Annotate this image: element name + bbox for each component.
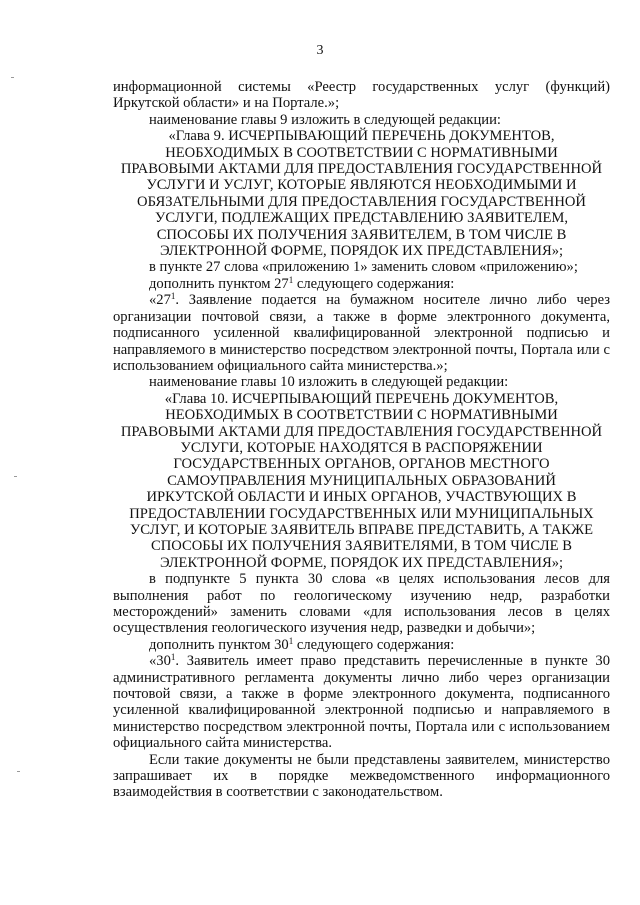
heading-line: ЭЛЕКТРОННОЙ ФОРМЕ, ПОРЯДОК ИХ ПРЕДСТАВЛЕНИЯ»; [159,243,564,260]
text-after: следующего содержания: [293,636,455,653]
paragraph-item-27-1-text [113,292,610,374]
heading-line: УСЛУГ, И КОТОРЫЕ ЗАЯВИТЕЛЬ ВПРАВЕ ПРЕДСТАВИТЬ, А ТАКЖЕ [129,521,594,538]
heading-line: УСЛУГИ И УСЛУГ, КОТОРЫЕ ЯВЛЯЮТСЯ НЕОБХОДИМЫМИ И [146,177,577,194]
superscript: 1 [170,652,176,663]
chapter-10-heading [113,391,610,571]
scan-speck [11,77,14,78]
heading-line: ПРАВОВЫМИ АКТАМИ ДЛЯ ПРЕДОСТАВЛЕНИЯ ГОСУДАРСТВЕННОЙ [120,161,603,178]
heading-line: «Глава 10. ИСЧЕРПЫВАЮЩИЙ ПЕРЕЧЕНЬ ДОКУМЕНТОВ, [164,390,559,407]
text-after: . Заявление подается на бумажном носителе лично либо через организации почтовой связи, а также в форме электронного документа, подписанного усиленной квалифицированной электронной подписью и направляемого в министерство посредством электронной почты, Портала или с использованием официального сайта министерства.»; [113,292,610,374]
heading-line: ИРКУТСКОЙ ОБЛАСТИ И ИНЫХ ОРГАНОВ, УЧАСТВУЮЩИХ В [146,489,577,506]
heading-line: СПОСОБЫ ИХ ПОЛУЧЕНИЯ ЗАЯВИТЕЛЯМИ, В ТОМ ЧИСЛЕ В [151,538,572,555]
paragraph-item-30-1-text [113,653,610,751]
text-before: «27 [149,292,171,309]
paragraph-add-item-27-1 [113,276,610,292]
text-after: . Заявитель имеет право представить перечисленные в пункте 30 административного регламента документы лично либо через организации почтовой связи, а также в форме электронного документа, подписанного усиленной квалифицированной электронной подписью и направляемого в министерство посредством электронной почты, Портала или с использованием официального сайта министерства. [113,653,610,752]
heading-line: ПРАВОВЫМИ АКТАМИ ДЛЯ ПРЕДОСТАВЛЕНИЯ ГОСУДАРСТВЕННОЙ [120,423,603,440]
text-before: дополнить пунктом 30 [149,636,289,653]
superscript: 1 [170,291,176,302]
heading-line: САМОУПРАВЛЕНИЯ МУНИЦИПАЛЬНЫХ ОБРАЗОВАНИЙ [167,472,556,489]
heading-line: «Глава 9. ИСЧЕРПЫВАЮЩИЙ ПЕРЕЧЕНЬ ДОКУМЕНТОВ, [168,128,555,145]
chapter-9-heading [113,128,610,259]
heading-line: НЕОБХОДИМЫХ В СООТВЕТСТВИИ С НОРМАТИВНЫМИ [165,144,558,161]
heading-line: ЭЛЕКТРОННОЙ ФОРМЕ, ПОРЯДОК ИХ ПРЕДСТАВЛЕНИЯ»; [159,554,564,571]
text-after: следующего содержания: [293,275,455,292]
scan-speck [14,476,17,477]
heading-line: СПОСОБЫ ИХ ПОЛУЧЕНИЯ ЗАЯВИТЕЛЕМ, В ТОМ ЧИСЛЕ В [156,226,567,243]
heading-line: ОБЯЗАТЕЛЬНЫМИ ДЛЯ ПРЕДОСТАВЛЕНИЯ ГОСУДАРСТВЕННОЙ [137,193,586,210]
scan-speck [17,771,20,772]
paragraph-item-27-amend: в пункте 27 слова «приложению 1» заменить словом «приложению»; [149,259,578,276]
heading-line: УСЛУГИ, ПОДЛЕЖАЩИХ ПРЕДСТАВЛЕНИЮ ЗАЯВИТЕЛЕМ, [154,210,569,227]
heading-line: ГОСУДАРСТВЕННЫХ ОРГАНОВ, ОРГАНОВ МЕСТНОГО [173,456,550,473]
text-before: «30 [149,653,171,670]
heading-line: ПРЕДОСТАВЛЕНИИ ГОСУДАРСТВЕННЫХ ИЛИ МУНИЦИПАЛЬНЫХ [129,505,594,522]
document-body [113,79,610,801]
paragraph-item-30-amend: в подпункте 5 пункта 30 слова «в целях использования лесов для выполнения работ по геологическому изучению недр, разработки месторождений» заменить словами «для использования лесов в целях осуществления геологического изучения недр, разведки и добычи»; [113,571,610,637]
superscript: 1 [288,635,294,646]
paragraph-add-item-30-1 [113,637,610,653]
text-before: дополнить пунктом 27 [149,275,289,292]
paragraph-chapter-9-intro: наименование главы 9 изложить в следующей редакции: [149,111,501,128]
heading-line: НЕОБХОДИМЫХ В СООТВЕТСТВИИ С НОРМАТИВНЫМИ [165,407,558,424]
superscript: 1 [288,274,294,285]
paragraph-chapter-10-intro: наименование главы 10 изложить в следующей редакции: [149,374,509,391]
heading-line: УСЛУГИ, КОТОРЫЕ НАХОДЯТСЯ В РАСПОРЯЖЕНИИ [180,439,543,456]
paragraph-interagency-request: Если такие документы не были представлены заявителем, министерство запрашивает их в порядке межведомственного информационного взаимодействия в соответствии с законодательством. [113,751,610,801]
page-number: 3 [316,43,324,58]
paragraph-registry-ending: информационной системы «Реестр государственных услуг (функций) Иркутской области» и на Портале.»; [113,79,610,112]
